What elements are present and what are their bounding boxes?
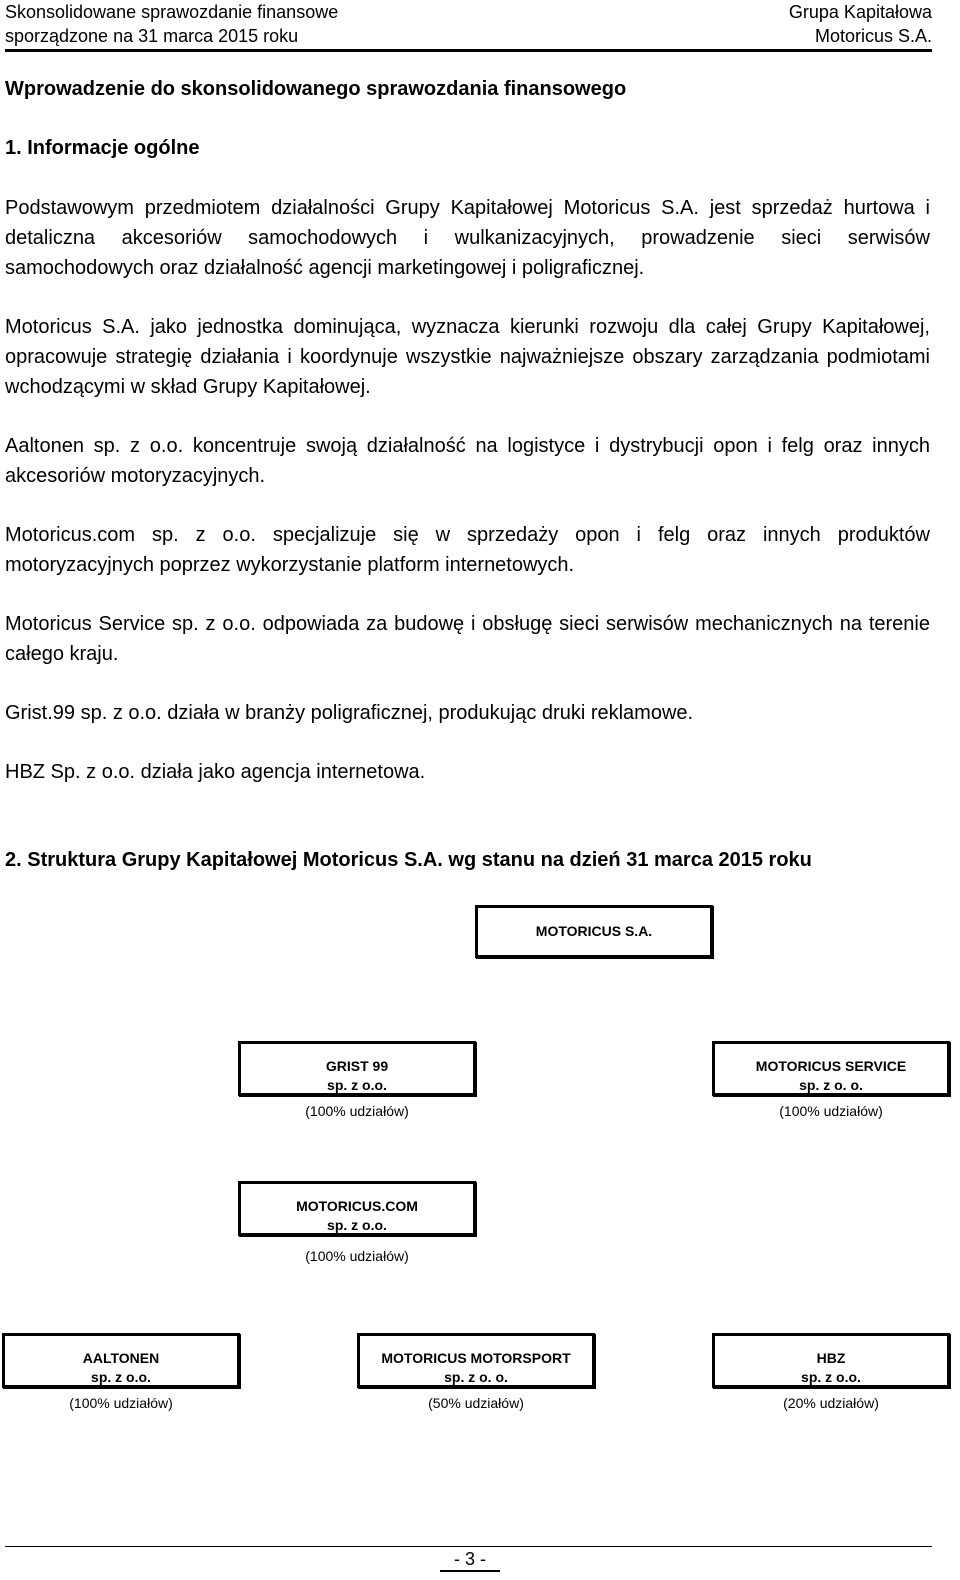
header-company-name: Motoricus S.A. <box>814 26 932 46</box>
footer-divider <box>5 1546 932 1547</box>
paragraph-motoricus-com: Motoricus.com sp. z o.o. specjalizuje się w sprzedaży opon i felg oraz innych produktów motoryzacyjnych poprzez wykorzystanie platform internetowych. <box>5 524 930 576</box>
paragraph-aaltonen: Aaltonen sp. z o.o. koncentruje swoją działalność na logistyce i dystrybucji opon i felg oraz innych akcesoriów motoryzacyjnych. <box>5 435 930 487</box>
org-grist99-share: (100% udziałów) <box>305 1103 409 1119</box>
paragraph-group-activity: Podstawowym przedmiotem działalności Grupy Kapitałowej Motoricus S.A. jest sprzedaż hurtowa i detaliczna akcesoriów samochodowych i wulkanizacyjnych, prowadzenie sieci serwisów samochodowych oraz działalność agencji marketingowej i poligraficznej. <box>5 197 930 279</box>
org-motoricus-motorsport-share: (50% udziałów) <box>428 1395 524 1411</box>
section-1-heading: 1. Informacje ogólne <box>5 137 200 159</box>
org-motoricus-motorsport-form: sp. z o. o. <box>444 1369 508 1385</box>
section-2-heading: 2. Struktura Grupy Kapitałowej Motoricus S.A. wg stanu na dzień 31 marca 2015 roku <box>5 849 812 871</box>
org-box-aaltonen <box>2 1333 240 1388</box>
org-motoricus-service-share: (100% udziałów) <box>779 1103 883 1119</box>
org-aaltonen-name: AALTONEN <box>82 1350 160 1366</box>
header-right <box>789 0 932 48</box>
org-box-hbz <box>712 1333 950 1388</box>
page-number: - 3 - <box>440 1548 500 1572</box>
header-report-title: Skonsolidowane sprawozdanie finansowe <box>5 2 339 22</box>
org-hbz-name: HBZ <box>816 1350 846 1366</box>
org-box-parent <box>475 905 713 958</box>
org-motoricus-motorsport-name: MOTORICUS MOTORSPORT <box>381 1350 571 1366</box>
header-divider <box>5 49 932 52</box>
header-left <box>5 0 338 48</box>
org-aaltonen-form: sp. z o.o. <box>91 1369 151 1385</box>
org-motoricus-service-form: sp. z o. o. <box>799 1077 863 1093</box>
org-motoricus-com-share: (100% udziałów) <box>305 1248 409 1264</box>
header-report-date: sporządzone na 31 marca 2015 roku <box>5 26 299 46</box>
org-motoricus-service-name: MOTORICUS SERVICE <box>755 1058 907 1074</box>
org-hbz-share: (20% udziałów) <box>783 1395 879 1411</box>
header-group-label: Grupa Kapitałowa <box>788 2 932 22</box>
org-grist99-form: sp. z o.o. <box>327 1077 387 1093</box>
org-hbz-form: sp. z o.o. <box>801 1369 861 1385</box>
org-box-motoricus-motorsport <box>357 1333 595 1388</box>
org-motoricus-com-form: sp. z o.o. <box>327 1217 387 1233</box>
org-box-grist99 <box>238 1041 476 1096</box>
paragraph-motoricus-service: Motoricus Service sp. z o.o. odpowiada za budowę i obsługę sieci serwisów mechanicznych na terenie całego kraju. <box>5 613 930 665</box>
org-box-motoricus-com <box>238 1181 476 1236</box>
org-aaltonen-share: (100% udziałów) <box>69 1395 173 1411</box>
paragraph-parent-role: Motoricus S.A. jako jednostka dominująca, wyznacza kierunki rozwoju dla całej Grupy Kapitałowej, opracowuje strategię działania i koordynuje wszystkie najważniejsze obszary zarządzania podmiotami wchodzącymi w skład Grupy Kapitałowej. <box>5 316 930 398</box>
document-title: Wprowadzenie do skonsolidowanego sprawozdania finansowego <box>5 78 627 100</box>
org-parent-name: MOTORICUS S.A. <box>535 923 653 939</box>
org-motoricus-com-name: MOTORICUS.COM <box>296 1198 418 1214</box>
paragraph-hbz: HBZ Sp. z o.o. działa jako agencja internetowa. <box>5 761 426 783</box>
org-grist99-name: GRIST 99 <box>325 1058 389 1074</box>
org-box-motoricus-service <box>712 1041 950 1096</box>
paragraph-grist99: Grist.99 sp. z o.o. działa w branży poligraficznej, produkując druki reklamowe. <box>5 702 694 724</box>
